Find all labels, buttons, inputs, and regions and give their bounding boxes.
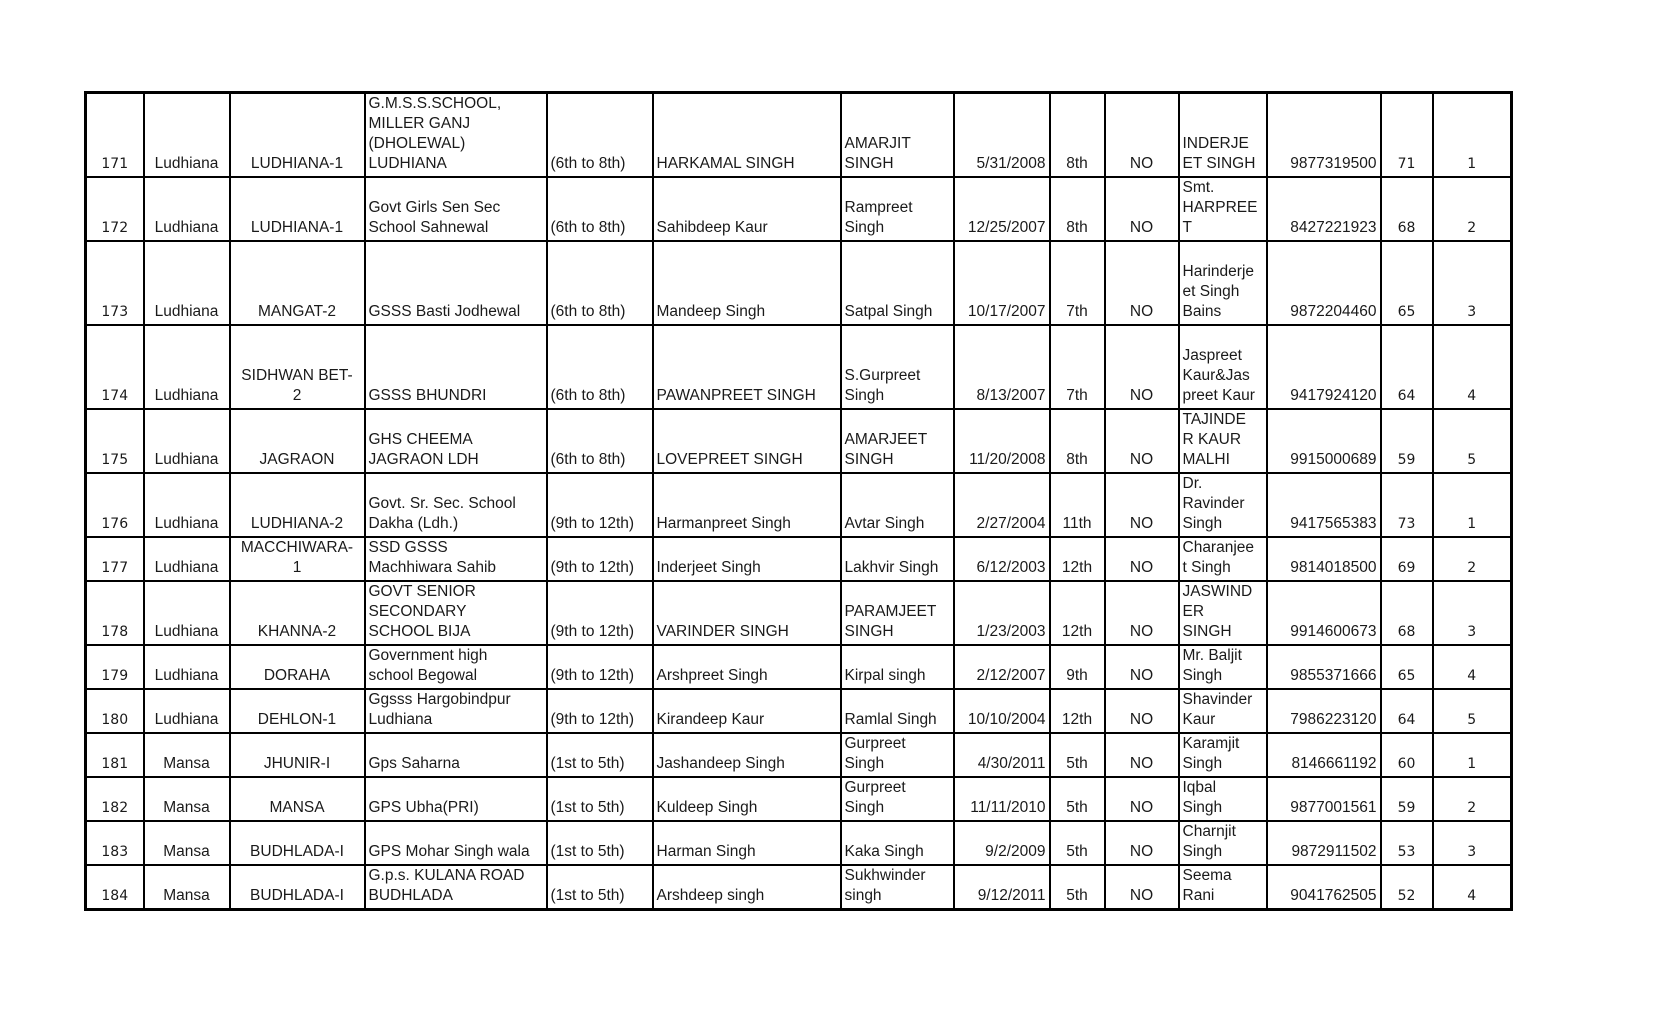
serial-number-cell: 178 [86,581,144,645]
serial-number-cell: 182 [86,777,144,821]
marks-cell: 64 [1381,325,1433,409]
date-of-birth-cell: 11/11/2010 [954,777,1050,821]
block-cell: LUDHIANA-2 [230,473,365,537]
table-row [86,93,1512,178]
flag-cell: NO [1105,581,1179,645]
phone-number-cell: 9872911502 [1267,821,1381,865]
date-of-birth-cell: 1/23/2003 [954,581,1050,645]
father-name-cell: Gurpreet Singh [841,733,954,777]
father-name-cell: Ramlal Singh [841,689,954,733]
school-name-cell: SSD GSSS Machhiwara Sahib [365,537,547,581]
date-of-birth-cell: 9/12/2011 [954,865,1050,910]
class-group-cell: (1st to 5th) [547,865,653,910]
district-cell: Ludhiana [144,473,230,537]
flag-cell: NO [1105,537,1179,581]
results-table [84,91,1513,911]
rank-cell: 1 [1433,473,1512,537]
flag-cell: NO [1105,777,1179,821]
phone-number-cell: 7986223120 [1267,689,1381,733]
serial-number-cell: 175 [86,409,144,473]
marks-cell: 52 [1381,865,1433,910]
father-name-cell: AMARJIT SINGH [841,93,954,178]
rank-cell: 2 [1433,777,1512,821]
grade-cell: 11th [1050,473,1105,537]
father-name-cell: PARAMJEET SINGH [841,581,954,645]
date-of-birth-cell: 12/25/2007 [954,177,1050,241]
student-name-cell: HARKAMAL SINGH [653,93,841,178]
block-cell: MANSA [230,777,365,821]
phone-number-cell: 9877319500 [1267,93,1381,178]
class-group-cell: (6th to 8th) [547,241,653,325]
district-cell: Mansa [144,821,230,865]
teacher-name-cell: Charanjee t Singh [1179,537,1267,581]
grade-cell: 5th [1050,865,1105,910]
school-name-cell: GHS CHEEMA JAGRAON LDH [365,409,547,473]
block-cell: BUDHLADA-I [230,821,365,865]
father-name-cell: Rampreet Singh [841,177,954,241]
grade-cell: 7th [1050,325,1105,409]
teacher-name-cell: Karamjit Singh [1179,733,1267,777]
district-cell: Mansa [144,865,230,910]
school-name-cell: GSSS BHUNDRI [365,325,547,409]
class-group-cell: (6th to 8th) [547,409,653,473]
class-group-cell: (1st to 5th) [547,733,653,777]
serial-number-cell: 184 [86,865,144,910]
school-name-cell: Gps Saharna [365,733,547,777]
phone-number-cell: 9855371666 [1267,645,1381,689]
phone-number-cell: 8427221923 [1267,177,1381,241]
serial-number-cell: 177 [86,537,144,581]
school-name-cell: GPS Ubha(PRI) [365,777,547,821]
grade-cell: 8th [1050,177,1105,241]
student-name-cell: VARINDER SINGH [653,581,841,645]
flag-cell: NO [1105,325,1179,409]
marks-cell: 64 [1381,689,1433,733]
student-name-cell: Harman Singh [653,821,841,865]
student-name-cell: PAWANPREET SINGH [653,325,841,409]
father-name-cell: Satpal Singh [841,241,954,325]
date-of-birth-cell: 8/13/2007 [954,325,1050,409]
father-name-cell: Lakhvir Singh [841,537,954,581]
district-cell: Ludhiana [144,409,230,473]
flag-cell: NO [1105,177,1179,241]
date-of-birth-cell: 11/20/2008 [954,409,1050,473]
school-name-cell: G.M.S.S.SCHOOL, MILLER GANJ (DHOLEWAL) LUDHIANA [365,93,547,178]
marks-cell: 65 [1381,645,1433,689]
marks-cell: 71 [1381,93,1433,178]
grade-cell: 12th [1050,537,1105,581]
school-name-cell: Government high school Begowal [365,645,547,689]
school-name-cell: Govt. Sr. Sec. School Dakha (Ldh.) [365,473,547,537]
table-row [86,241,1512,325]
district-cell: Ludhiana [144,581,230,645]
phone-number-cell: 9814018500 [1267,537,1381,581]
phone-number-cell: 9041762505 [1267,865,1381,910]
teacher-name-cell: Harinderje et Singh Bains [1179,241,1267,325]
rank-cell: 5 [1433,689,1512,733]
district-cell: Ludhiana [144,689,230,733]
flag-cell: NO [1105,93,1179,178]
father-name-cell: Kirpal singh [841,645,954,689]
flag-cell: NO [1105,689,1179,733]
table-row [86,177,1512,241]
father-name-cell: AMARJEET SINGH [841,409,954,473]
father-name-cell: Gurpreet Singh [841,777,954,821]
class-group-cell: (6th to 8th) [547,325,653,409]
grade-cell: 7th [1050,241,1105,325]
student-name-cell: Harmanpreet Singh [653,473,841,537]
date-of-birth-cell: 2/27/2004 [954,473,1050,537]
school-name-cell: G.p.s. KULANA ROAD BUDHLADA [365,865,547,910]
district-cell: Ludhiana [144,325,230,409]
table-row [86,733,1512,777]
grade-cell: 8th [1050,93,1105,178]
flag-cell: NO [1105,645,1179,689]
school-name-cell: Ggsss Hargobindpur Ludhiana [365,689,547,733]
rank-cell: 4 [1433,325,1512,409]
marks-cell: 65 [1381,241,1433,325]
class-group-cell: (9th to 12th) [547,537,653,581]
grade-cell: 9th [1050,645,1105,689]
school-name-cell: GPS Mohar Singh wala [365,821,547,865]
phone-number-cell: 9872204460 [1267,241,1381,325]
block-cell: JAGRAON [230,409,365,473]
block-cell: SIDHWAN BET- 2 [230,325,365,409]
table-row [86,689,1512,733]
date-of-birth-cell: 6/12/2003 [954,537,1050,581]
student-name-cell: Mandeep Singh [653,241,841,325]
date-of-birth-cell: 5/31/2008 [954,93,1050,178]
table-row [86,409,1512,473]
block-cell: DEHLON-1 [230,689,365,733]
teacher-name-cell: Mr. Baljit Singh [1179,645,1267,689]
class-group-cell: (1st to 5th) [547,821,653,865]
flag-cell: NO [1105,821,1179,865]
table-row [86,581,1512,645]
phone-number-cell: 9915000689 [1267,409,1381,473]
date-of-birth-cell: 4/30/2011 [954,733,1050,777]
phone-number-cell: 8146661192 [1267,733,1381,777]
father-name-cell: Kaka Singh [841,821,954,865]
table-row [86,821,1512,865]
flag-cell: NO [1105,241,1179,325]
student-name-cell: LOVEPREET SINGH [653,409,841,473]
serial-number-cell: 183 [86,821,144,865]
table-row [86,865,1512,910]
student-name-cell: Arshpreet Singh [653,645,841,689]
class-group-cell: (9th to 12th) [547,473,653,537]
marks-cell: 59 [1381,409,1433,473]
date-of-birth-cell: 10/17/2007 [954,241,1050,325]
marks-cell: 68 [1381,177,1433,241]
district-cell: Ludhiana [144,93,230,178]
teacher-name-cell: Smt. HARPREE T [1179,177,1267,241]
block-cell: LUDHIANA-1 [230,177,365,241]
district-cell: Ludhiana [144,645,230,689]
grade-cell: 5th [1050,821,1105,865]
class-group-cell: (9th to 12th) [547,645,653,689]
serial-number-cell: 176 [86,473,144,537]
flag-cell: NO [1105,865,1179,910]
marks-cell: 69 [1381,537,1433,581]
teacher-name-cell: TAJINDE R KAUR MALHI [1179,409,1267,473]
rank-cell: 1 [1433,93,1512,178]
serial-number-cell: 179 [86,645,144,689]
flag-cell: NO [1105,409,1179,473]
rank-cell: 3 [1433,241,1512,325]
marks-cell: 53 [1381,821,1433,865]
class-group-cell: (6th to 8th) [547,93,653,178]
district-cell: Mansa [144,777,230,821]
grade-cell: 12th [1050,689,1105,733]
rank-cell: 3 [1433,821,1512,865]
teacher-name-cell: Charnjit Singh [1179,821,1267,865]
student-name-cell: Kuldeep Singh [653,777,841,821]
teacher-name-cell: Jaspreet Kaur&Jas preet Kaur [1179,325,1267,409]
teacher-name-cell: Iqbal Singh [1179,777,1267,821]
teacher-name-cell: INDERJE ET SINGH [1179,93,1267,178]
father-name-cell: Avtar Singh [841,473,954,537]
district-cell: Mansa [144,733,230,777]
table-row [86,473,1512,537]
marks-cell: 60 [1381,733,1433,777]
block-cell: BUDHLADA-I [230,865,365,910]
table-row [86,325,1512,409]
district-cell: Ludhiana [144,177,230,241]
student-name-cell: Inderjeet Singh [653,537,841,581]
teacher-name-cell: Dr. Ravinder Singh [1179,473,1267,537]
table-row [86,537,1512,581]
rank-cell: 5 [1433,409,1512,473]
table-row [86,645,1512,689]
serial-number-cell: 171 [86,93,144,178]
phone-number-cell: 9877001561 [1267,777,1381,821]
date-of-birth-cell: 10/10/2004 [954,689,1050,733]
teacher-name-cell: JASWIND ER SINGH [1179,581,1267,645]
father-name-cell: S.Gurpreet Singh [841,325,954,409]
district-cell: Ludhiana [144,537,230,581]
grade-cell: 5th [1050,733,1105,777]
school-name-cell: GSSS Basti Jodhewal [365,241,547,325]
block-cell: MACCHIWARA- 1 [230,537,365,581]
serial-number-cell: 181 [86,733,144,777]
phone-number-cell: 9914600673 [1267,581,1381,645]
block-cell: MANGAT-2 [230,241,365,325]
father-name-cell: Sukhwinder singh [841,865,954,910]
rank-cell: 2 [1433,177,1512,241]
phone-number-cell: 9417924120 [1267,325,1381,409]
district-cell: Ludhiana [144,241,230,325]
rank-cell: 1 [1433,733,1512,777]
rank-cell: 3 [1433,581,1512,645]
class-group-cell: (9th to 12th) [547,689,653,733]
block-cell: KHANNA-2 [230,581,365,645]
class-group-cell: (1st to 5th) [547,777,653,821]
date-of-birth-cell: 9/2/2009 [954,821,1050,865]
class-group-cell: (9th to 12th) [547,581,653,645]
student-name-cell: Sahibdeep Kaur [653,177,841,241]
phone-number-cell: 9417565383 [1267,473,1381,537]
class-group-cell: (6th to 8th) [547,177,653,241]
block-cell: DORAHA [230,645,365,689]
flag-cell: NO [1105,473,1179,537]
marks-cell: 73 [1381,473,1433,537]
marks-cell: 59 [1381,777,1433,821]
marks-cell: 68 [1381,581,1433,645]
table-row [86,777,1512,821]
serial-number-cell: 173 [86,241,144,325]
block-cell: LUDHIANA-1 [230,93,365,178]
table-body [86,93,1512,910]
grade-cell: 5th [1050,777,1105,821]
block-cell: JHUNIR-I [230,733,365,777]
school-name-cell: GOVT SENIOR SECONDARY SCHOOL BIJA [365,581,547,645]
date-of-birth-cell: 2/12/2007 [954,645,1050,689]
student-name-cell: Kirandeep Kaur [653,689,841,733]
flag-cell: NO [1105,733,1179,777]
school-name-cell: Govt Girls Sen Sec School Sahnewal [365,177,547,241]
student-name-cell: Arshdeep singh [653,865,841,910]
serial-number-cell: 174 [86,325,144,409]
rank-cell: 4 [1433,645,1512,689]
teacher-name-cell: Seema Rani [1179,865,1267,910]
student-name-cell: Jashandeep Singh [653,733,841,777]
rank-cell: 2 [1433,537,1512,581]
grade-cell: 12th [1050,581,1105,645]
rank-cell: 4 [1433,865,1512,910]
serial-number-cell: 180 [86,689,144,733]
serial-number-cell: 172 [86,177,144,241]
grade-cell: 8th [1050,409,1105,473]
teacher-name-cell: Shavinder Kaur [1179,689,1267,733]
